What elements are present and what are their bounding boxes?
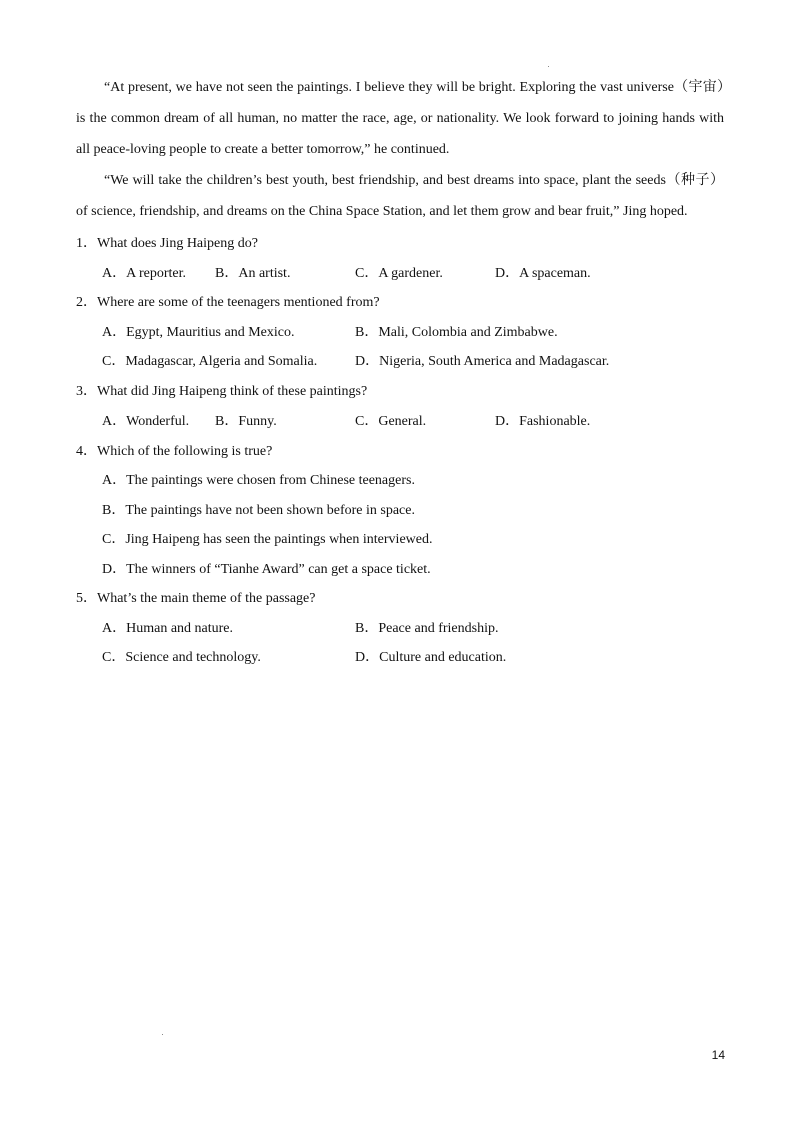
question-stem: 3．What did Jing Haipeng think of these paintings? xyxy=(76,384,368,399)
answer-option: B．The paintings have not been shown before in space. xyxy=(102,503,415,518)
question-stem: 2．Where are some of the teenagers mentioned from? xyxy=(76,295,380,310)
paragraph xyxy=(76,72,724,165)
speck xyxy=(548,66,549,67)
answer-option: D．Nigeria, South America and Madagascar. xyxy=(355,354,610,369)
paragraph-text: “At present, we have not seen the paintings. I believe they will be bright. Exploring the vast universe（宇宙）is the common dream of all human, no matter the race, age, or nationality. We look forward to joining hands with all peace-loving people to create a better tomorrow,” he continued. xyxy=(76,80,724,157)
page-number: 14 xyxy=(711,1048,725,1062)
answer-option: A．The paintings were chosen from Chinese teenagers. xyxy=(102,473,415,488)
question-stem: 4．Which of the following is true? xyxy=(76,444,273,459)
paragraph-text: “We will take the children’s best youth, best friendship, and best dreams into space, plant the seeds（种子）of science, friendship, and dreams on the China Space Station, and let them grow and bear fruit,” Jing hoped. xyxy=(76,173,724,219)
answer-option: B．Mali, Colombia and Zimbabwe. xyxy=(355,325,558,340)
answer-option: D．Fashionable. xyxy=(495,414,591,429)
answer-option: B．Funny. xyxy=(215,414,277,429)
answer-option: C．General. xyxy=(355,414,427,429)
speck xyxy=(162,1034,163,1035)
answer-option: D．Culture and education. xyxy=(355,650,507,665)
answer-option: D．A spaceman. xyxy=(495,266,591,281)
answer-option: C．A gardener. xyxy=(355,266,443,281)
answer-option: C．Jing Haipeng has seen the paintings when interviewed. xyxy=(102,532,433,547)
answer-option: A．A reporter. xyxy=(102,266,186,281)
answer-option: A．Wonderful. xyxy=(102,414,190,429)
answer-option: B．An artist. xyxy=(215,266,291,281)
answer-option: A．Human and nature. xyxy=(102,621,234,636)
answer-option: D．The winners of “Tianhe Award” can get a space ticket. xyxy=(102,562,431,577)
answer-option: C．Science and technology. xyxy=(102,650,261,665)
answer-option: B．Peace and friendship. xyxy=(355,621,499,636)
paragraph xyxy=(76,165,724,227)
answer-option: C．Madagascar, Algeria and Somalia. xyxy=(102,354,318,369)
answer-option: A．Egypt, Mauritius and Mexico. xyxy=(102,325,295,340)
question-stem: 5．What’s the main theme of the passage? xyxy=(76,591,316,606)
question-stem: 1．What does Jing Haipeng do? xyxy=(76,236,258,251)
